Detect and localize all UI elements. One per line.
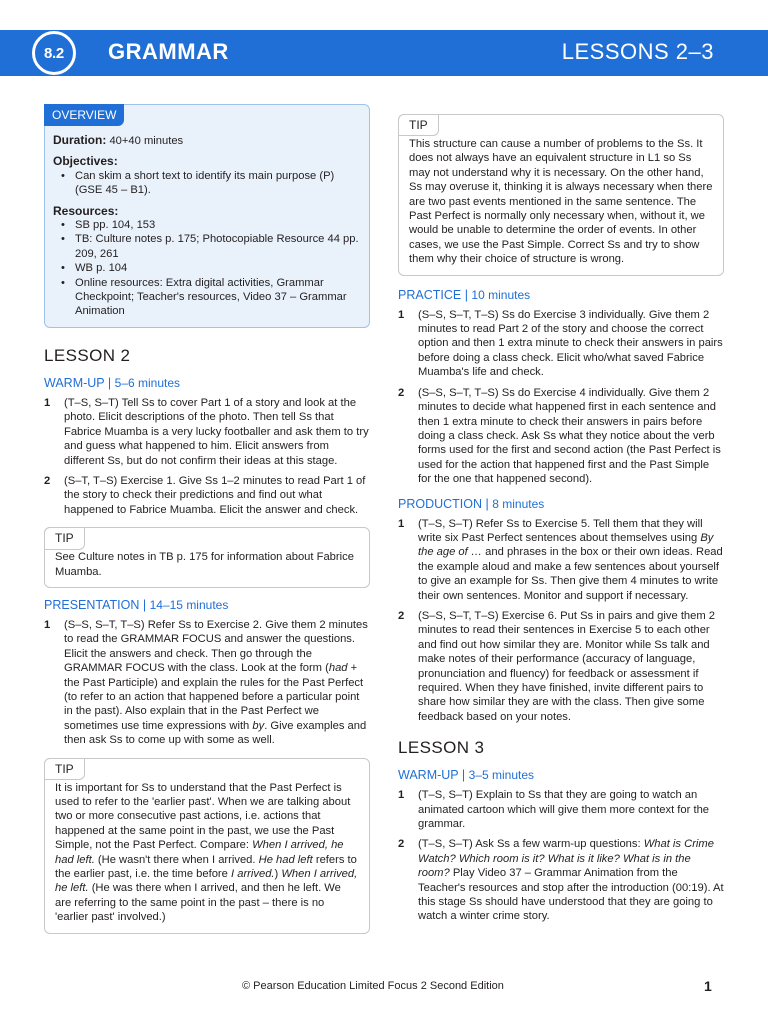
- step-text: (T–S, S–T) Ask Ss a few warm-up questions: What is Crime Watch? Which room is it? What is it like? What is in the room? Play Video 37 – Grammar Animation from the Teacher's resources and stop after the introduction (00:19). At this stage Ss should have understood that they are going to watch a winter crime story.: [418, 838, 724, 923]
- step: [44, 396, 370, 468]
- production-heading: [398, 497, 724, 511]
- step-text: (S–S, S–T, T–S) Exercise 6. Put Ss in pairs and give them 2 minutes to read their sentences in Exercise 5 to each other and find out how similar they are. Monitor while Ss talk and make notes of their performance (accuracy of language, pronunciation and fluency) for feedback or assessment if required. When they have finished, invite different pairs to share how similar they are with the class. Then give some feedback based on your notes.: [418, 609, 716, 723]
- step-text: (S–S, S–T, T–S) Ss do Exercise 4 individually. Give them 2 minutes to decide what happened first in each sentence and then 1 extra minute to check their answers in pairs before doing a class check. Ask Ss what they notice about the verb forms used for the first and second action (the Past Perfect is used for the action that happened first and the Past Simple for the one that happened second).: [418, 386, 721, 486]
- right-column: [398, 108, 724, 930]
- resources: [53, 204, 361, 319]
- step-number: 1: [398, 517, 405, 530]
- stage-separator: |: [142, 597, 147, 612]
- section-title: GRAMMAR: [108, 39, 229, 64]
- stage-separator: |: [464, 287, 468, 302]
- list-item: • TB: Culture notes p. 175; Photocopiable Resource 44 pp. 209, 261: [61, 232, 361, 261]
- step-text: (T–S, S–T) Tell Ss to cover Part 1 of a story and look at the photo. Elicit descriptions of the photo. Then tell Ss that Fabrice Muamba is a very lucky footballer and ask them to try and guess what happened to him. Elicit answers from different Ss, but do not confirm their ideas at this stage.: [64, 396, 369, 467]
- stage-separator: |: [107, 375, 112, 390]
- step-number: 2: [44, 474, 51, 487]
- step: [398, 837, 724, 923]
- stage-minutes: 3–5 minutes: [468, 768, 535, 783]
- duration: [53, 133, 361, 148]
- step-number: 2: [398, 838, 405, 851]
- tip-text: This structure can cause a number of problems to the Ss. It does not always have an equivalent structure in L1 so Ss may not understand why it is necessary. On the other hand, Ss may overuse it, thinking it is always necessary when there are two past events mentioned in the same sentence. The Past Perfect is normally only necessary when, without it, we would be unable to determine the order of events. In other cases, we use the Past Simple. Correct Ss and try to show them why their choice of structure is wrong.: [409, 138, 713, 266]
- list-item: • Can skim a short text to identify its main purpose (P) (GSE 45 – B1).: [61, 169, 361, 198]
- section-number-badge: [28, 31, 86, 75]
- step-text: (T–S, S–T) Refer Ss to Exercise 5. Tell them that they will write six Past Perfect sentences about themselves using By the age of … and phrases in the box or their own ideas. Read the example aloud and make a few sentences about yourself to give an example for Ss. Then give them 4 minutes to write their own sentences. Monitor and support if necessary.: [418, 517, 723, 602]
- step-number: 1: [398, 789, 405, 802]
- step: [398, 308, 724, 380]
- resources-list: [53, 218, 361, 319]
- list-item: • WB p. 104: [61, 261, 361, 275]
- stage-minutes: 8 minutes: [492, 496, 545, 511]
- step-number: 2: [398, 386, 405, 399]
- step: [398, 788, 724, 831]
- step-number: 1: [44, 618, 51, 631]
- stage-label: WARM-UP: [44, 375, 105, 390]
- lesson-2-heading: LESSON 2: [44, 345, 131, 365]
- step-number: 1: [398, 308, 405, 321]
- stage-label: WARM-UP: [398, 768, 459, 783]
- tip-box: [44, 758, 370, 934]
- stage-separator: |: [461, 768, 466, 783]
- overview-tab: OVERVIEW: [44, 104, 124, 126]
- objectives: [53, 154, 361, 197]
- copyright: © Pearson Education Limited Focus 2 Second Edition: [242, 980, 504, 992]
- left-column: [44, 104, 370, 944]
- step: [398, 609, 724, 724]
- tip-tab: TIP: [398, 114, 439, 136]
- tip-tab: TIP: [44, 758, 85, 780]
- resources-label: Resources:: [53, 203, 119, 218]
- tip-tab: TIP: [44, 527, 85, 549]
- lessons-range: LESSONS 2–3: [561, 39, 714, 64]
- stage-minutes: 10 minutes: [471, 287, 531, 302]
- page-number: 1: [704, 978, 712, 994]
- step: [398, 386, 724, 487]
- stage-minutes: 14–15 minutes: [149, 597, 229, 612]
- section-number: 8.2: [44, 44, 64, 62]
- stage-separator: |: [485, 496, 489, 511]
- lesson-3-heading: LESSON 3: [398, 738, 485, 758]
- tip-text: See Culture notes in TB p. 175 for information about Fabrice Muamba.: [55, 551, 354, 578]
- step: [398, 517, 724, 603]
- step: [44, 618, 370, 748]
- step-number: 2: [398, 609, 405, 622]
- step-number: 1: [44, 396, 51, 409]
- objectives-list: [53, 169, 361, 198]
- presentation-heading: [44, 598, 370, 612]
- stage-label: PRESENTATION: [44, 597, 140, 612]
- stage-label: PRODUCTION: [398, 496, 483, 511]
- duration-label: Duration:: [53, 133, 107, 147]
- tip-box: [398, 114, 724, 276]
- list-item: • SB pp. 104, 153: [61, 218, 361, 232]
- list-item: • Online resources: Extra digital activities, Grammar Checkpoint; Teacher's resources, Video 37 – Grammar Animation: [61, 276, 361, 319]
- warmup-heading: [398, 768, 724, 782]
- step-text: (S–S, S–T, T–S) Refer Ss to Exercise 2. Give them 2 minutes to read the GRAMMAR FOCUS and answer the questions. Elicit the answers and check. Then go through the GRAMMAR FOCUS with the class. Look at the form (had + the Past Participle) and explain the rules for the Past Perfect (to refer to an action that happened before a particular point in the past). Also explain that in the Past Perfect we sometimes use time expressions with by. Give examples and then ask Ss to come up with some as well.: [64, 618, 368, 747]
- step-text: (S–S, S–T, T–S) Ss do Exercise 3 individually. Give them 2 minutes to read Part 2 of the story and choose the correct option and then 1 extra minute to check their answers in pairs before doing a class check. Elicit who/what saved Fabrice Muamba's life and check.: [418, 308, 723, 379]
- warmup-heading: [44, 376, 370, 390]
- step-text: (T–S, S–T) Explain to Ss that they are going to watch an animated cartoon which will give them more context for the grammar.: [418, 789, 710, 831]
- stage-minutes: 5–6 minutes: [114, 375, 181, 390]
- step: [44, 474, 370, 517]
- section-header: [0, 30, 768, 76]
- stage-label: PRACTICE: [398, 287, 462, 302]
- step-text: (S–T, T–S) Exercise 1. Give Ss 1–2 minutes to read Part 1 of the story to check their predictions and find out what happened to Fabrice Muamba. Elicit the answer and check.: [64, 474, 366, 516]
- duration-value: 40+40 minutes: [109, 135, 184, 147]
- tip-text: It is important for Ss to understand that the Past Perfect is used to refer to the 'earlier past'. When we are talking about two or more consecutive past actions, i.e. actions that happened at the same point in the past, we use the Past Simple, not the Past Perfect. Compare: When I arrived, he had left. (He wasn't there when I arrived. He had left refers to the earlier past, i.e. the time before I arrived.) When I arrived, he left. (He was there when I arrived, and then he left. We are referring to the same point in the past – there is no 'earlier past' involved.): [55, 781, 358, 924]
- badge-circle: [32, 31, 76, 75]
- objectives-label: Objectives:: [53, 154, 118, 169]
- overview-box: [44, 104, 370, 328]
- tip-box: [44, 527, 370, 588]
- practice-heading: [398, 288, 724, 302]
